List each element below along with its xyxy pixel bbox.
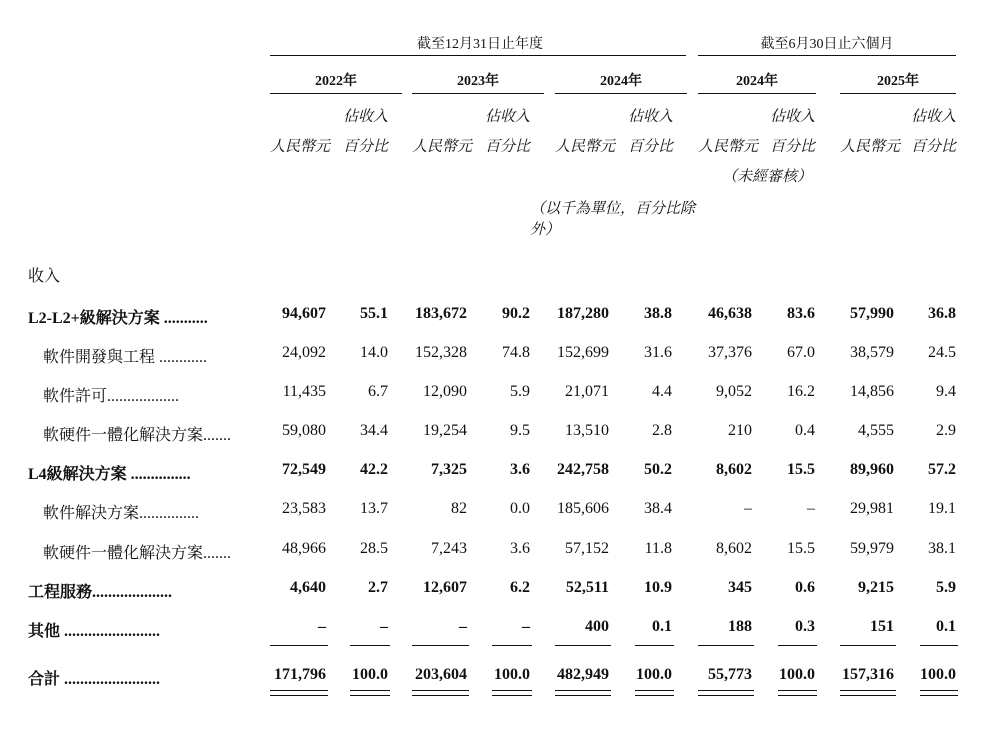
total-double-rule-bottom (920, 695, 958, 696)
total-double-rule-top (412, 690, 469, 691)
percentage-cell: 9.5 (510, 422, 530, 439)
percentage-cell: 0.3 (795, 618, 815, 635)
total-double-rule-bottom (270, 695, 328, 696)
total-double-rule-bottom (698, 695, 754, 696)
pct-header-bottom: 百分比 (910, 139, 956, 155)
percentage-cell: 90.2 (502, 305, 530, 322)
amount-cell: 171,796 (274, 666, 326, 683)
percentage-cell: 28.5 (360, 540, 388, 557)
total-double-rule-bottom (840, 695, 896, 696)
amount-cell: – (459, 618, 467, 635)
pct-header-top: 佔收入 (910, 109, 956, 125)
total-double-rule-top (698, 690, 754, 691)
row-label: 工程服務.................... (28, 584, 173, 601)
row-label: 軟件解決方案............... (43, 505, 200, 522)
percentage-cell: 0.4 (795, 422, 815, 439)
amount-cell: 210 (728, 422, 752, 439)
half-year-period-header: 截至6月30日止六個月 (760, 37, 894, 52)
pct-header-top: 佔收入 (627, 109, 673, 125)
year-2024-half: 2024年 (736, 74, 778, 89)
row-label: 軟件許可.................. (43, 388, 180, 405)
amount-cell: 152,328 (415, 344, 467, 361)
year-rule (555, 93, 687, 94)
row-label: 合計 ........................ (28, 671, 161, 688)
amount-cell: 48,966 (282, 540, 326, 557)
percentage-cell: 13.7 (360, 500, 388, 517)
percentage-cell: – (380, 618, 388, 635)
year-rule (412, 93, 544, 94)
amount-cell: 21,071 (565, 383, 609, 400)
subtotal-rule (778, 645, 817, 646)
year-rule (698, 93, 816, 94)
percentage-cell: 38.4 (644, 500, 672, 517)
percentage-cell: 100.0 (779, 666, 815, 683)
percentage-cell: 50.2 (644, 461, 672, 478)
amount-cell: 37,376 (708, 344, 752, 361)
amount-cell: 7,243 (431, 540, 467, 557)
percentage-cell: 0.6 (795, 579, 815, 596)
half-header-rule (698, 55, 956, 56)
total-double-rule-top (492, 690, 532, 691)
subtotal-rule (412, 645, 469, 646)
total-double-rule-top (635, 690, 674, 691)
percentage-cell: 4.4 (652, 383, 672, 400)
percentage-cell: 42.2 (360, 461, 388, 478)
amount-cell: – (318, 618, 326, 635)
total-double-rule-bottom (635, 695, 674, 696)
percentage-cell: 15.5 (787, 540, 815, 557)
pct-header-top: 佔收入 (484, 109, 530, 125)
subtotal-rule (350, 645, 390, 646)
annual-period-header: 截至12月31日止年度 (417, 37, 543, 52)
percentage-cell: 100.0 (636, 666, 672, 683)
amount-cell: 13,510 (565, 422, 609, 439)
pct-header-top: 佔收入 (769, 109, 815, 125)
amount-cell: 482,949 (557, 666, 609, 683)
percentage-cell: – (522, 618, 530, 635)
percentage-cell: 2.8 (652, 422, 672, 439)
total-double-rule-top (778, 690, 817, 691)
percentage-cell: 15.5 (787, 461, 815, 478)
percentage-cell: 6.2 (510, 579, 530, 596)
amount-cell: 57,990 (850, 305, 894, 322)
amount-cell: 157,316 (842, 666, 894, 683)
annual-header-rule (270, 55, 686, 56)
percentage-cell: 74.8 (502, 344, 530, 361)
total-double-rule-top (840, 690, 896, 691)
rmb-header: 人民幣元 (555, 139, 616, 155)
amount-cell: 188 (728, 618, 752, 635)
percentage-cell: 3.6 (510, 461, 530, 478)
total-double-rule-bottom (492, 695, 532, 696)
percentage-cell: 14.0 (360, 344, 388, 361)
amount-cell: 4,640 (290, 579, 326, 596)
percentage-cell: 5.9 (936, 579, 956, 596)
rmb-header: 人民幣元 (412, 139, 473, 155)
total-double-rule-top (555, 690, 611, 691)
pct-header-bottom: 百分比 (627, 139, 673, 155)
pct-header-top: 佔收入 (342, 109, 388, 125)
percentage-cell: 100.0 (920, 666, 956, 683)
subtotal-rule (270, 645, 328, 646)
total-double-rule-top (920, 690, 958, 691)
year-2022: 2022年 (315, 74, 357, 89)
percentage-cell: 9.4 (936, 383, 956, 400)
section-title: 收入 (28, 268, 61, 285)
total-double-rule-bottom (412, 695, 469, 696)
amount-cell: 24,092 (282, 344, 326, 361)
percentage-cell: 11.8 (644, 540, 672, 557)
unaudited-note: （未經審核） (722, 169, 813, 185)
year-2023: 2023年 (457, 74, 499, 89)
percentage-cell: 34.4 (360, 422, 388, 439)
subtotal-rule (635, 645, 674, 646)
subtotal-rule (492, 645, 532, 646)
amount-cell: 183,672 (415, 305, 467, 322)
percentage-cell: 31.6 (644, 344, 672, 361)
percentage-cell: 3.6 (510, 540, 530, 557)
amount-cell: 57,152 (565, 540, 609, 557)
amount-cell: – (744, 500, 752, 517)
percentage-cell: 57.2 (928, 461, 956, 478)
total-double-rule-top (270, 690, 328, 691)
rmb-header: 人民幣元 (840, 139, 901, 155)
row-label: 軟硬件一體化解決方案....... (43, 427, 232, 444)
subtotal-rule (840, 645, 896, 646)
amount-cell: 19,254 (423, 422, 467, 439)
amount-cell: 55,773 (708, 666, 752, 683)
year-rule (270, 93, 402, 94)
amount-cell: 9,052 (716, 383, 752, 400)
percentage-cell: 2.9 (936, 422, 956, 439)
percentage-cell: 0.0 (510, 500, 530, 517)
pct-header-bottom: 百分比 (484, 139, 530, 155)
subtotal-rule (555, 645, 611, 646)
percentage-cell: 16.2 (787, 383, 815, 400)
year-2025-half: 2025年 (877, 74, 919, 89)
percentage-cell: 100.0 (494, 666, 530, 683)
amount-cell: 400 (585, 618, 609, 635)
subtotal-rule (698, 645, 754, 646)
percentage-cell: 10.9 (644, 579, 672, 596)
rmb-header: 人民幣元 (270, 139, 331, 155)
amount-cell: 94,607 (282, 305, 326, 322)
amount-cell: 52,511 (565, 579, 609, 596)
amount-cell: 38,579 (850, 344, 894, 361)
total-double-rule-bottom (555, 695, 611, 696)
amount-cell: 59,979 (850, 540, 894, 557)
amount-cell: 242,758 (557, 461, 609, 478)
amount-cell: 8,602 (716, 540, 752, 557)
year-2024: 2024年 (600, 74, 642, 89)
amount-cell: 89,960 (850, 461, 894, 478)
row-label: 軟件開發與工程 ............ (43, 349, 208, 366)
percentage-cell: 100.0 (352, 666, 388, 683)
percentage-cell: 38.1 (928, 540, 956, 557)
percentage-cell: 6.7 (368, 383, 388, 400)
percentage-cell: 0.1 (936, 618, 956, 635)
amount-cell: 4,555 (858, 422, 894, 439)
percentage-cell: 83.6 (787, 305, 815, 322)
amount-cell: 151 (870, 618, 894, 635)
amount-cell: 12,607 (423, 579, 467, 596)
amount-cell: 203,604 (415, 666, 467, 683)
subtotal-rule (920, 645, 958, 646)
row-label: 其他 ........................ (28, 623, 161, 640)
percentage-cell: 67.0 (787, 344, 815, 361)
amount-cell: 11,435 (282, 383, 326, 400)
amount-cell: 7,325 (431, 461, 467, 478)
percentage-cell: 55.1 (360, 305, 388, 322)
pct-header-bottom: 百分比 (342, 139, 388, 155)
amount-cell: 29,981 (850, 500, 894, 517)
amount-cell: 185,606 (557, 500, 609, 517)
percentage-cell: 5.9 (510, 383, 530, 400)
amount-cell: 12,090 (423, 383, 467, 400)
row-label: 軟硬件一體化解決方案....... (43, 545, 232, 562)
amount-cell: 187,280 (557, 305, 609, 322)
percentage-cell: 2.7 (368, 579, 388, 596)
amount-cell: 23,583 (282, 500, 326, 517)
amount-cell: 46,638 (708, 305, 752, 322)
year-rule (840, 93, 956, 94)
percentage-cell: 24.5 (928, 344, 956, 361)
amount-cell: 72,549 (282, 461, 326, 478)
rmb-header: 人民幣元 (698, 139, 759, 155)
total-double-rule-bottom (778, 695, 817, 696)
amount-cell: 152,699 (557, 344, 609, 361)
percentage-cell: 0.1 (652, 618, 672, 635)
total-double-rule-top (350, 690, 390, 691)
amount-cell: 345 (728, 579, 752, 596)
amount-cell: 82 (451, 500, 467, 517)
row-label: L4級解決方案 ............... (28, 466, 191, 483)
unit-note: （以千為單位，百分比除外） (530, 201, 696, 238)
percentage-cell: – (807, 500, 815, 517)
percentage-cell: 19.1 (928, 500, 956, 517)
row-label: L2-L2+級解決方案 ........... (28, 310, 208, 327)
amount-cell: 59,080 (282, 422, 326, 439)
percentage-cell: 38.8 (644, 305, 672, 322)
amount-cell: 9,215 (858, 579, 894, 596)
percentage-cell: 36.8 (928, 305, 956, 322)
pct-header-bottom: 百分比 (769, 139, 815, 155)
amount-cell: 8,602 (716, 461, 752, 478)
total-double-rule-bottom (350, 695, 390, 696)
amount-cell: 14,856 (850, 383, 894, 400)
